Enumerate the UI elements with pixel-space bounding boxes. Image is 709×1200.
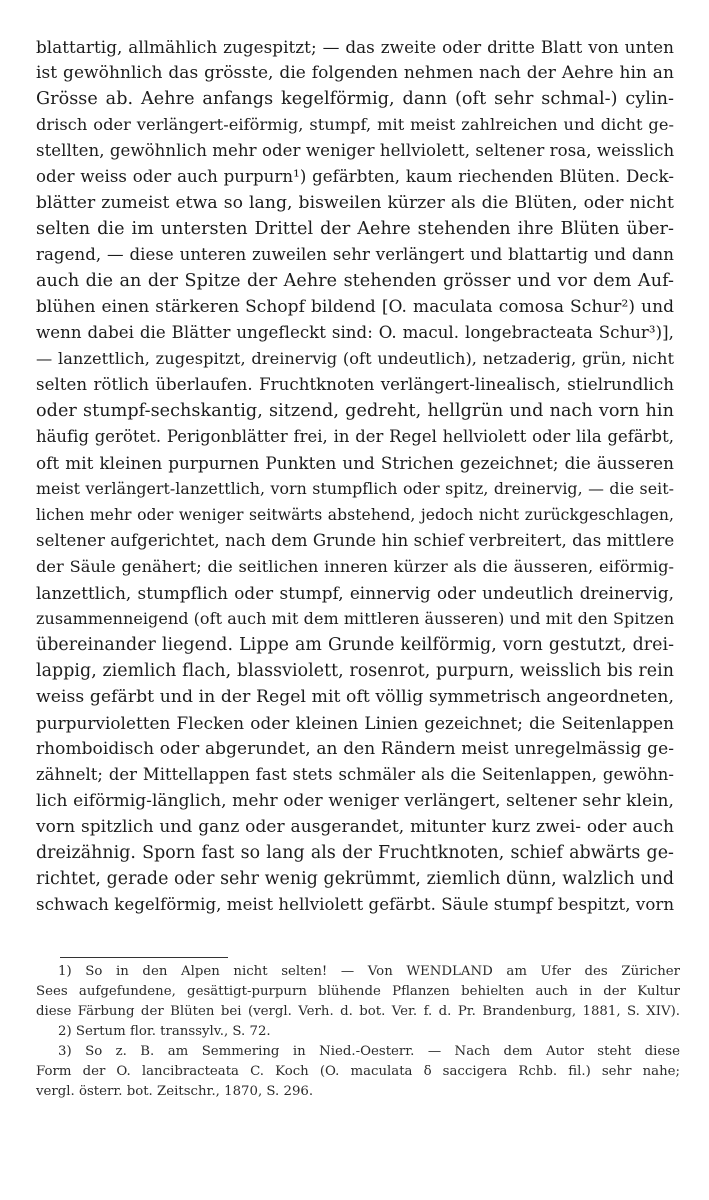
- text-line: meist verlängert-lanzettlich, vorn stumpflich oder spitz, dreinervig, — die seit-: [36, 479, 674, 498]
- text-line: ist gewöhnlich das grösste, die folgenden nehmen nach der Aehre hin an: [36, 63, 674, 83]
- text-line: richtet, gerade oder sehr wenig gekrümmt, ziemlich dünn, walzlich und: [36, 869, 674, 889]
- text-line: blühen einen stärkeren Schopf bildend [O. maculata comosa Schur²) und: [36, 297, 674, 317]
- text-line: selten rötlich überlaufen. Fruchtknoten verlängert-linealisch, stielrundlich: [36, 375, 674, 394]
- text-line: seltener aufgerichtet, nach dem Grunde hin schief verbreitert, das mittlere: [36, 531, 675, 550]
- text-line: oft mit kleinen purpurnen Punkten und Strichen gezeichnet; die äusseren: [36, 453, 674, 473]
- text-line: rhomboidisch oder abgerundet, an den Rändern meist unregelmässig ge-: [36, 739, 674, 759]
- text-line: lanzettlich, stumpflich oder stumpf, einnervig oder undeutlich dreinervig,: [36, 583, 674, 603]
- text-line: vorn spitzlich und ganz oder ausgerandet, mitunter kurz zwei- oder auch: [36, 817, 674, 837]
- footnote-line: 2) Sertum flor. transsylv., S. 72.: [58, 1024, 271, 1039]
- footnote-line: diese Färbung der Blüten bei (vergl. Verh. d. bot. Ver. f. d. Pr. Brandenburg, 1881, S. XIV).: [36, 1004, 680, 1019]
- text-line: weiss gefärbt und in der Regel mit oft völlig symmetrisch angeordneten,: [36, 687, 674, 707]
- text-line: lappig, ziemlich flach, blassviolett, rosenrot, purpurn, weisslich bis rein: [36, 661, 674, 681]
- text-line: oder stumpf-sechskantig, sitzend, gedreht, hellgrün und nach vorn hin: [36, 401, 674, 421]
- text-line: oder weiss oder auch purpurn¹) gefärbten, kaum riechenden Blüten. Deck-: [36, 167, 674, 186]
- text-line: auch die an der Spitze der Aehre stehenden grösser und vor dem Auf-: [36, 271, 674, 291]
- text-line: zähnelt; der Mittellappen fast stets schmäler als die Seitenlappen, gewöhn-: [36, 765, 674, 784]
- footnote-line: 3) So z. B. am Semmering in Nied.-Oesterr. — Nach dem Autor steht diese: [58, 1044, 680, 1059]
- footnote-line: 1) So in den Alpen nicht selten! — Von WENDLAND am Ufer des Züricher: [58, 964, 680, 979]
- text-line: übereinander liegend. Lippe am Grunde keilförmig, vorn gestutzt, drei-: [36, 635, 674, 655]
- footnote-line: Sees aufgefundene, gesättigt-purpurn blühende Pflanzen behielten auch in der Kultur: [36, 984, 680, 999]
- footnote-divider: [60, 957, 228, 958]
- text-line: schwach kegelförmig, meist hellviolett gefärbt. Säule stumpf bespitzt, vorn: [36, 895, 675, 914]
- text-line: dreizähnig. Sporn fast so lang als der Fruchtknoten, schief abwärts ge-: [36, 843, 674, 863]
- text-line: selten die im untersten Drittel der Aehre stehenden ihre Blüten über-: [36, 219, 674, 239]
- text-line: drisch oder verlängert-eiförmig, stumpf, mit meist zahlreichen und dicht ge-: [36, 115, 674, 134]
- footnote-line: vergl. österr. bot. Zeitschr., 1870, S. 296.: [36, 1084, 314, 1099]
- text-line: Grösse ab. Aehre anfangs kegelförmig, dann (oft sehr schmal-) cylin-: [36, 89, 674, 109]
- text-line: ragend, — diese unteren zuweilen sehr verlängert und blattartig und dann: [36, 245, 674, 264]
- text-line: stellten, gewöhnlich mehr oder weniger hellviolett, seltener rosa, weisslich: [36, 141, 675, 160]
- text-line: lich eiförmig-länglich, mehr oder weniger verlängert, seltener sehr klein,: [36, 791, 674, 811]
- text-line: der Säule genähert; die seitlichen inneren kürzer als die äusseren, eiförmig-: [36, 557, 674, 576]
- text-line: blätter zumeist etwa so lang, bisweilen kürzer als die Blüten, oder nicht: [36, 193, 674, 213]
- footnote-line: Form der O. lancibracteata C. Koch (O. maculata δ saccigera Rchb. fil.) sehr nahe;: [36, 1064, 680, 1079]
- text-line: zusammenneigend (oft auch mit dem mittleren äusseren) und mit den Spitzen: [36, 609, 675, 628]
- text-line: purpurvioletten Flecken oder kleinen Linien gezeichnet; die Seitenlappen: [36, 713, 674, 733]
- text-line: häufig gerötet. Perigonblätter frei, in der Regel hellviolett oder lila gefärbt,: [36, 427, 674, 446]
- text-line: blattartig, allmählich zugespitzt; — das zweite oder dritte Blatt von unten: [36, 37, 674, 57]
- text-line: — lanzettlich, zugespitzt, dreinervig (oft undeutlich), netzaderig, grün, nicht: [36, 349, 674, 368]
- text-line: wenn dabei die Blätter ungefleckt sind: O. macul. longebracteata Schur³)],: [36, 323, 674, 342]
- text-line: lichen mehr oder weniger seitwärts abstehend, jedoch nicht zurückgeschlagen,: [36, 506, 674, 524]
